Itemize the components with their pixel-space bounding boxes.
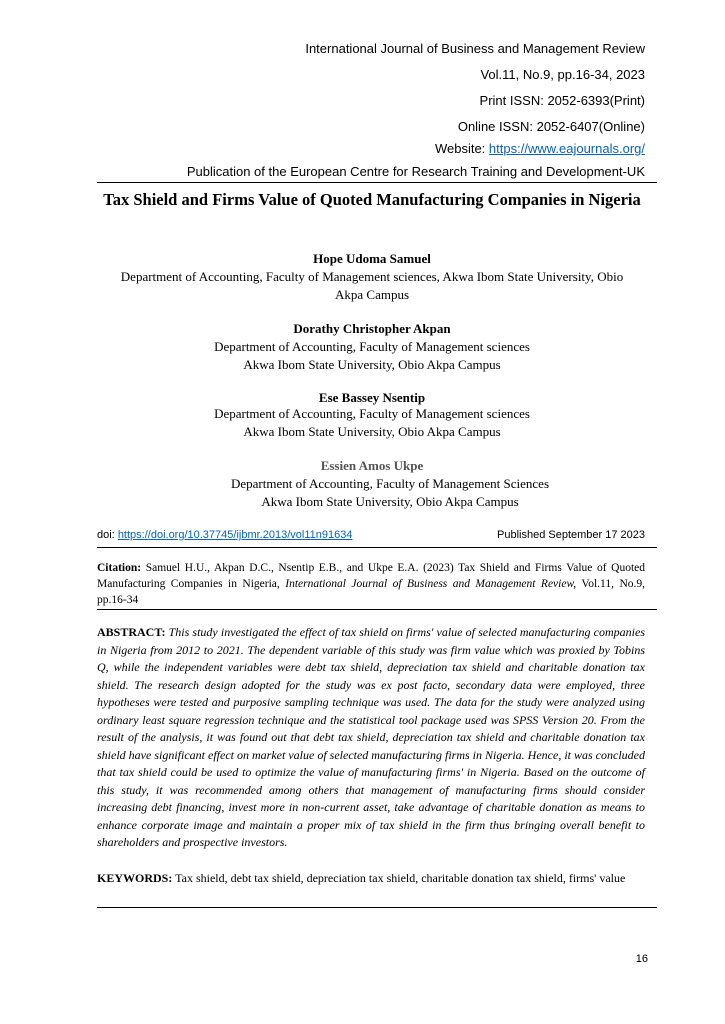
affiliation-line: Department of Accounting, Faculty of Management sciences [214,339,530,354]
author-affiliation [80,405,664,441]
author-affiliation [80,268,664,304]
doi-label: doi: [97,529,115,541]
keywords-text: Tax shield, debt tax shield, depreciation tax shield, charitable donation tax shield, firms' value [175,871,626,885]
abstract-text: This study investigated the effect of tax shield on firms' value of selected manufacturing companies in Nigeria from 2012 to 2021. The dependent variable of this study was firm value which was proxied by Tobins Q, while the independent variables were debt tax shield, depreciation tax shield and charitable donation tax shield. The research design adopted for the study was ex post facto, secondary data were employed, three hypotheses were tested and purposive sampling technique was used. The data for the study were analyzed using ordinary least square regression technique and the statistical tool package used was SPSS Version 20. From the result of the analysis, it was found out that debt tax shield, depreciation tax shield and charitable donation tax shield have significant effect on market value of selected manufacturing firms in Nigeria. Hence, it was concluded that tax shield could be used to optimize the value of manufacturing firms' in Nigeria. Based on the outcome of this study, it was recommended among others that management of manufacturing firms should consider increasing debt financing, invest more in non-current asset, take advantage of charitable donation as means to enhance corporate image and maintain a proper mix of tax shield in the firm thus bringing overall benefit to shareholders and prospective investors. [97,625,646,849]
doi-link[interactable]: https://doi.org/10.37745/ijbmr.2013/vol11n91634 [117,529,353,541]
journal-name: International Journal of Business and Management Review [305,41,645,56]
doi-line [97,528,645,543]
abstract [97,624,645,852]
affiliation-line: Akwa Ibom State University, Obio Akpa Campus [243,424,501,439]
affiliation-line: Department of Accounting, Faculty of Management Sciences [230,476,550,491]
citation [97,560,645,608]
affiliation-line: Akwa Ibom State University, Obio Akpa Campus [243,357,501,372]
paper-title: Tax Shield and Firms Value of Quoted Manufacturing Companies in Nigeria [103,190,641,209]
abstract-label: ABSTRACT: [97,625,166,639]
volume-info: Vol.11, No.9, pp.16-34, 2023 [480,67,645,82]
affiliation-line: Akpa Campus [334,287,410,302]
website-label: Website: [434,141,486,156]
print-issn: Print ISSN: 2052-6393(Print) [479,93,645,108]
citation-tail: Vol.11, No.9, pp.16-34 [97,578,646,606]
affiliation-line: Department of Accounting, Faculty of Management sciences, Akwa Ibom State University, Obio [120,269,624,284]
keywords-rule [97,907,657,908]
online-issn: Online ISSN: 2052-6407(Online) [457,119,645,134]
citation-text: Samuel H.U., Akpan D.C., Nsentip E.B., and Ukpe E.A. (2023) Tax Shield and Firms Value of Quoted Manufacturing Companies in Nigeria, [97,562,645,590]
website-line [435,140,645,158]
published-date: Published September 17 2023 [497,529,645,541]
author-affiliation [80,338,664,374]
citation-label: Citation: [97,562,142,574]
author-name: Ese Bassey Nsentip [318,390,426,405]
author-name: Essien Amos Ukpe [320,458,424,473]
keywords [97,870,645,888]
header-rule [97,182,657,183]
affiliation-line: Department of Accounting, Faculty of Management sciences [214,406,530,421]
website-link[interactable]: https://www.eajournals.org/ [488,141,645,156]
keywords-label: KEYWORDS: [97,871,173,885]
doi-rule [97,547,657,548]
publisher-line: Publication of the European Centre for Research Training and Development-UK [186,164,645,179]
author-affiliation [200,475,580,511]
affiliation-line: Akwa Ibom State University, Obio Akpa Campus [261,494,519,509]
author-name: Hope Udoma Samuel [313,251,431,266]
author-name: Dorathy Christopher Akpan [293,321,451,336]
citation-rule [97,609,657,610]
page-number: 16 [635,953,648,965]
citation-journal: International Journal of Business and Management Review, [285,578,577,590]
